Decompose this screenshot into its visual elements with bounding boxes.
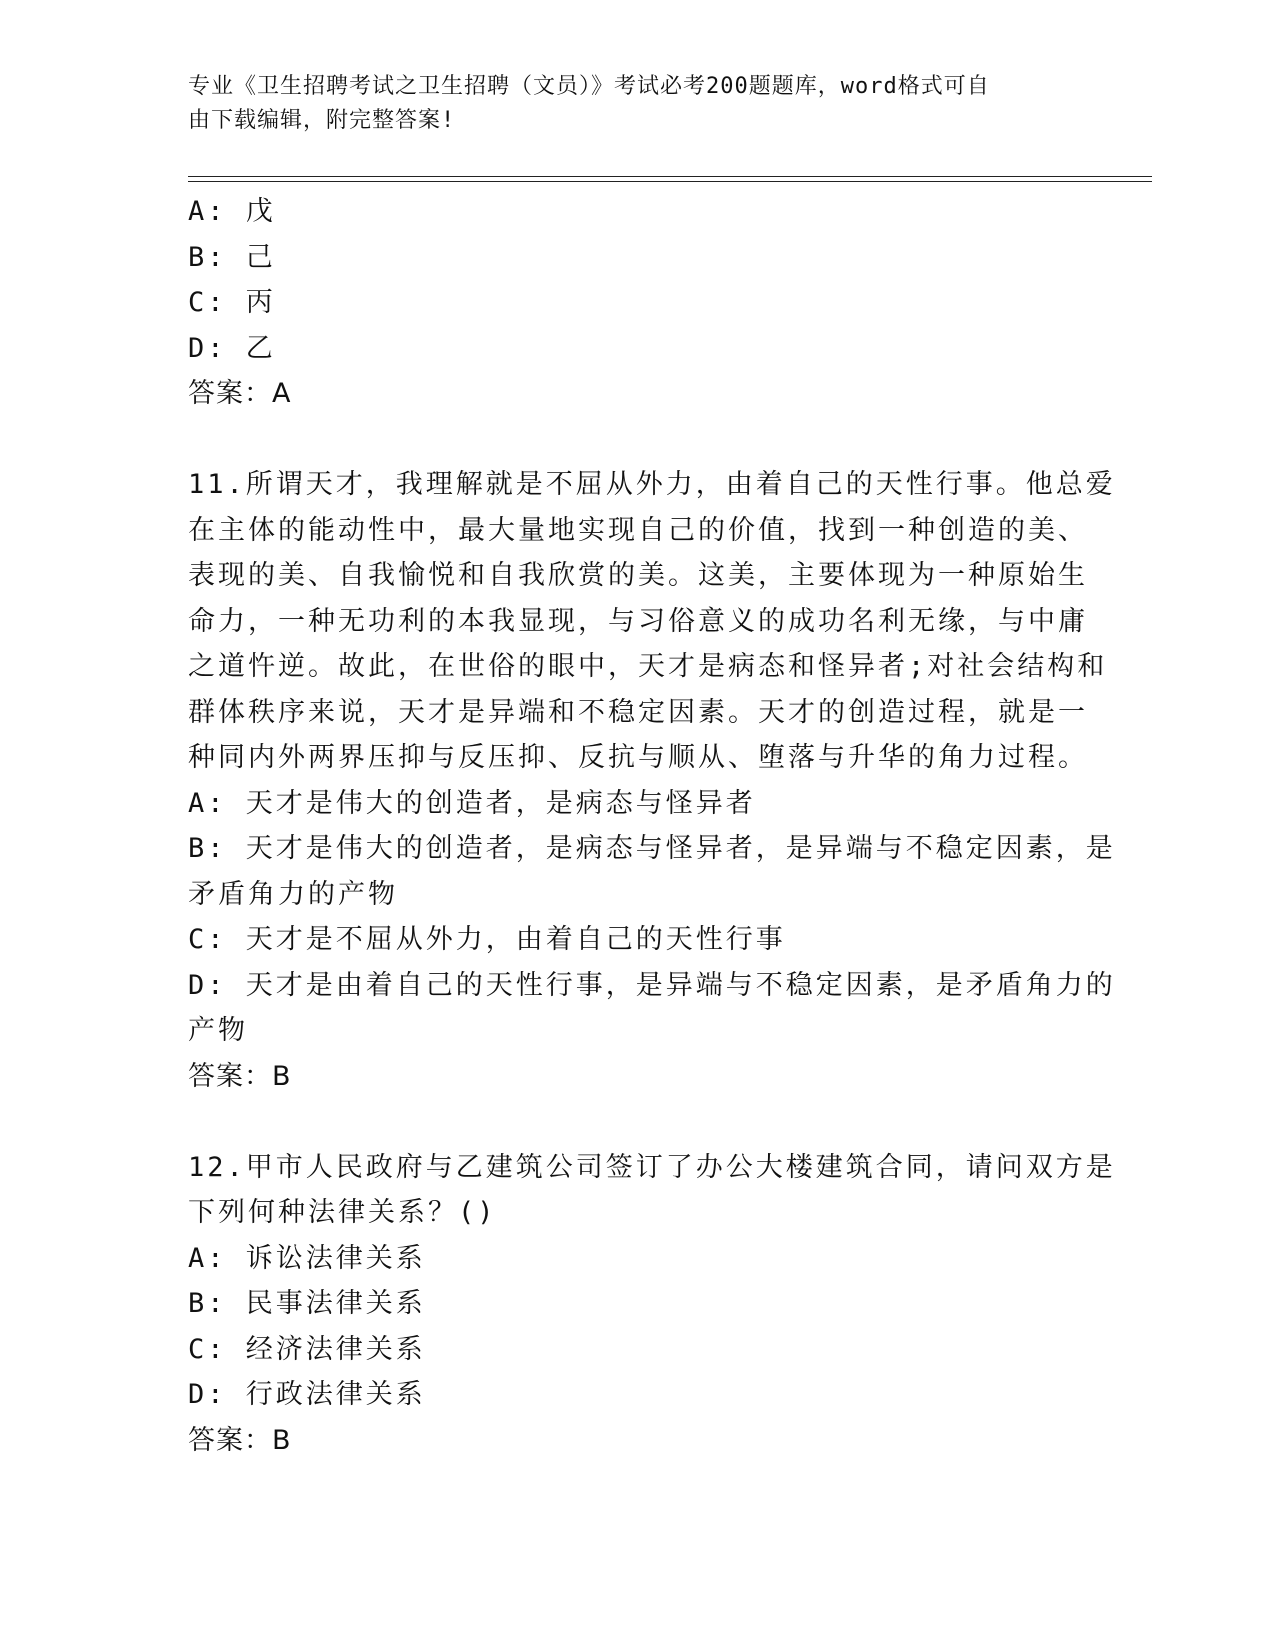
- spacer: [188, 417, 1088, 463]
- question-12: [188, 1145, 1116, 1464]
- question-stem-line: 表现的美、自我愉悦和自我欣赏的美。这美，主要体现为一种原始生: [188, 560, 1088, 591]
- question-stem-line: 11.所谓天才，我理解就是不屈从外力，由着自己的天性行事。他总爱: [188, 469, 1116, 500]
- document-header: [188, 70, 1068, 138]
- option-b: B: 己: [188, 241, 276, 273]
- option-c: C: 天才是不屈从外力，由着自己的天性行事: [188, 924, 786, 955]
- option-c: C: 经济法律关系: [188, 1333, 426, 1365]
- question-stem-line: 群体秩序来说，天才是异端和不稳定因素。天才的创造过程，就是一: [188, 696, 1088, 728]
- question-stem-line: 12.甲市人民政府与乙建筑公司签订了办公大楼建筑合同，请问双方是: [188, 1151, 1116, 1183]
- option-a: A: 戊: [188, 196, 276, 227]
- question-11: [188, 462, 1116, 1099]
- question-stem-line: 种同内外两界压抑与反压抑、反抗与顺从、堕落与升华的角力过程。: [188, 742, 1088, 773]
- answer-line: 答案：B: [188, 1060, 292, 1092]
- option-d: D: 行政法律关系: [188, 1379, 426, 1410]
- header-divider-top: [188, 176, 1152, 177]
- option-b: B: 天才是伟大的创造者，是病态与怪异者，是异端与不稳定因素，是: [188, 833, 1116, 864]
- option-c: C: 丙: [188, 287, 276, 318]
- answer-line: 答案：A: [188, 378, 292, 409]
- question-stem-line: 之道忤逆。故此，在世俗的眼中，天才是病态和怪异者;对社会结构和: [188, 651, 1108, 682]
- header-line-1: 专业《卫生招聘考试之卫生招聘（文员）》考试必考200题题库，word格式可自: [188, 74, 990, 99]
- option-b: B: 民事法律关系: [188, 1288, 426, 1319]
- question-10: [188, 189, 1088, 417]
- option-a: A: 诉讼法律关系: [188, 1242, 426, 1274]
- spacer: [188, 1099, 1088, 1145]
- option-d: D: 天才是由着自己的天性行事，是异端与不稳定因素，是矛盾角力的: [188, 969, 1116, 1001]
- question-stem-line: 在主体的能动性中，最大量地实现自己的价值，找到一种创造的美、: [188, 514, 1088, 546]
- answer-line: 答案：B: [188, 1424, 292, 1456]
- question-stem-line: 命力，一种无功利的本我显现，与习俗意义的成功名利无缘，与中庸: [188, 605, 1088, 637]
- option-b-continued: 矛盾角力的产物: [188, 878, 398, 910]
- option-d-continued: 产物: [188, 1015, 248, 1046]
- header-divider-bottom: [188, 181, 1152, 182]
- header-line-2: 由下载编辑，附完整答案!: [188, 108, 456, 133]
- option-d: D: 乙: [188, 332, 276, 364]
- question-list: [188, 189, 1116, 1463]
- question-stem-line: 下列何种法律关系？(): [188, 1197, 497, 1228]
- option-a: A: 天才是伟大的创造者，是病态与怪异者: [188, 787, 756, 819]
